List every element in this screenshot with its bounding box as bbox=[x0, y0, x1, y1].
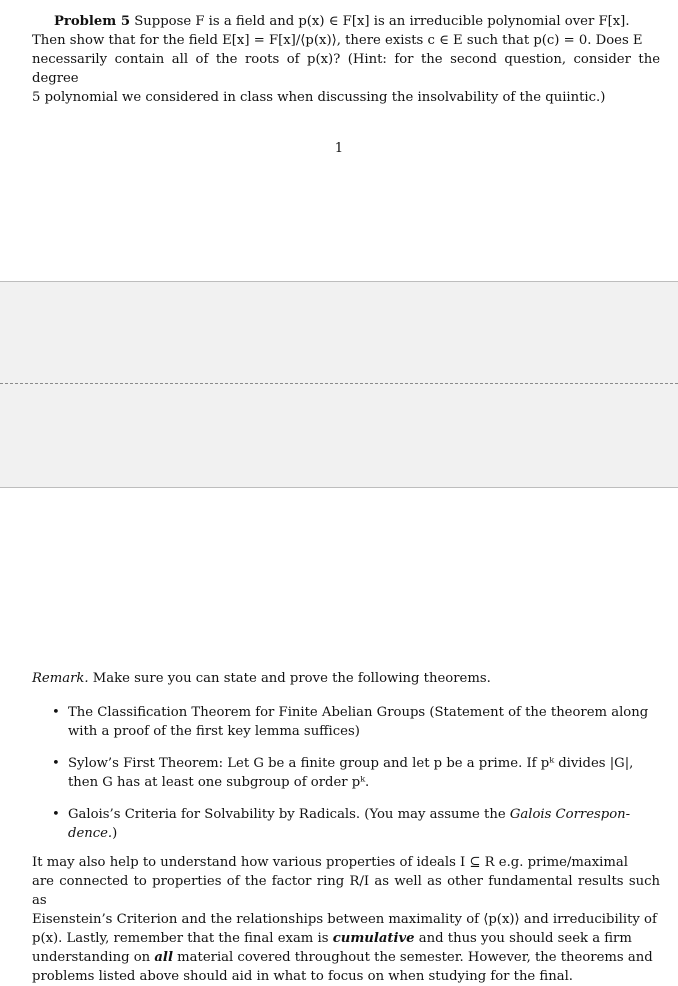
theorem-3-emphasis: Galois Correspon- bbox=[509, 807, 631, 822]
page-number: 1 bbox=[334, 141, 344, 156]
problem-statement-4: 5 polynomial we considered in class when discussing the insolvability of the quiintic.) bbox=[32, 90, 606, 105]
theorem-3-line-2 bbox=[68, 824, 660, 843]
closing-line-5 bbox=[32, 948, 660, 967]
closing-line-6: problems listed above should aid in what to focus on when studying for the final. bbox=[32, 969, 573, 984]
closing-paragraph bbox=[32, 853, 660, 986]
problem-statement-3: necessarily contain all of the roots of p(x)? (Hint: for the second question, consider the degree bbox=[32, 52, 660, 86]
remark-text: Make sure you can state and prove the following theorems. bbox=[92, 671, 491, 686]
closing-text-5b: material covered throughout the semester. However, the theorems and bbox=[177, 950, 653, 965]
theorem-list bbox=[52, 703, 660, 856]
problem-statement-2: Then show that for the field E[x] = F[x]/⟨p(x)⟩, there exists c ∈ E such that p(c) = 0. Does E bbox=[32, 33, 643, 48]
problem-5 bbox=[32, 12, 660, 107]
remark-label: Remark. bbox=[32, 671, 89, 686]
theorem-2-line-2: then G has at least one subgroup of order pᵏ. bbox=[68, 775, 370, 790]
theorem-1-line-2: with a proof of the first key lemma suffices) bbox=[68, 724, 360, 739]
emphasis-cumulative: cumulative bbox=[332, 931, 415, 946]
closing-line-4 bbox=[32, 929, 660, 948]
closing-text-4a: p(x). Lastly, remember that the final exam is bbox=[32, 931, 329, 946]
theorem-3-emphasis-cont: dence. bbox=[68, 826, 113, 841]
closing-text-5a: understanding on bbox=[32, 950, 151, 965]
closing-text-4b: and thus you should seek a firm bbox=[418, 931, 632, 946]
page-break-gap bbox=[0, 281, 678, 488]
list-item bbox=[52, 805, 660, 843]
list-item bbox=[52, 703, 660, 741]
theorem-1-line-1: • The Classification Theorem for Finite Abelian Groups (Statement of the theorem along bbox=[68, 705, 649, 720]
closing-line-3: Eisenstein’s Criterion and the relationships between maximality of ⟨p(x)⟩ and irreducibility of bbox=[32, 912, 657, 927]
closing-line-1: It may also help to understand how various properties of ideals I ⊆ R e.g. prime/maximal bbox=[32, 855, 628, 870]
theorem-3-text: Galois’s Criteria for Solvability by Radicals. (You may assume the bbox=[68, 807, 506, 822]
list-item bbox=[52, 754, 660, 792]
theorem-2-line-1: • Sylow’s First Theorem: Let G be a finite group and let p be a prime. If pᵏ divides |G|, bbox=[68, 756, 634, 771]
theorem-3-close: ) bbox=[112, 826, 118, 841]
emphasis-all: all bbox=[154, 950, 173, 965]
page-break-line bbox=[0, 383, 678, 384]
theorem-3-line-1 bbox=[68, 805, 660, 824]
problem-line-1 bbox=[32, 12, 660, 31]
problem-label: Problem 5 bbox=[54, 14, 131, 29]
remark bbox=[32, 669, 660, 688]
closing-line-2: are connected to properties of the factor ring R/I as well as other fundamental results such as bbox=[32, 874, 660, 908]
problem-statement-1: Suppose F is a field and p(x) ∈ F[x] is an irreducible polynomial over F[x]. bbox=[134, 14, 630, 29]
